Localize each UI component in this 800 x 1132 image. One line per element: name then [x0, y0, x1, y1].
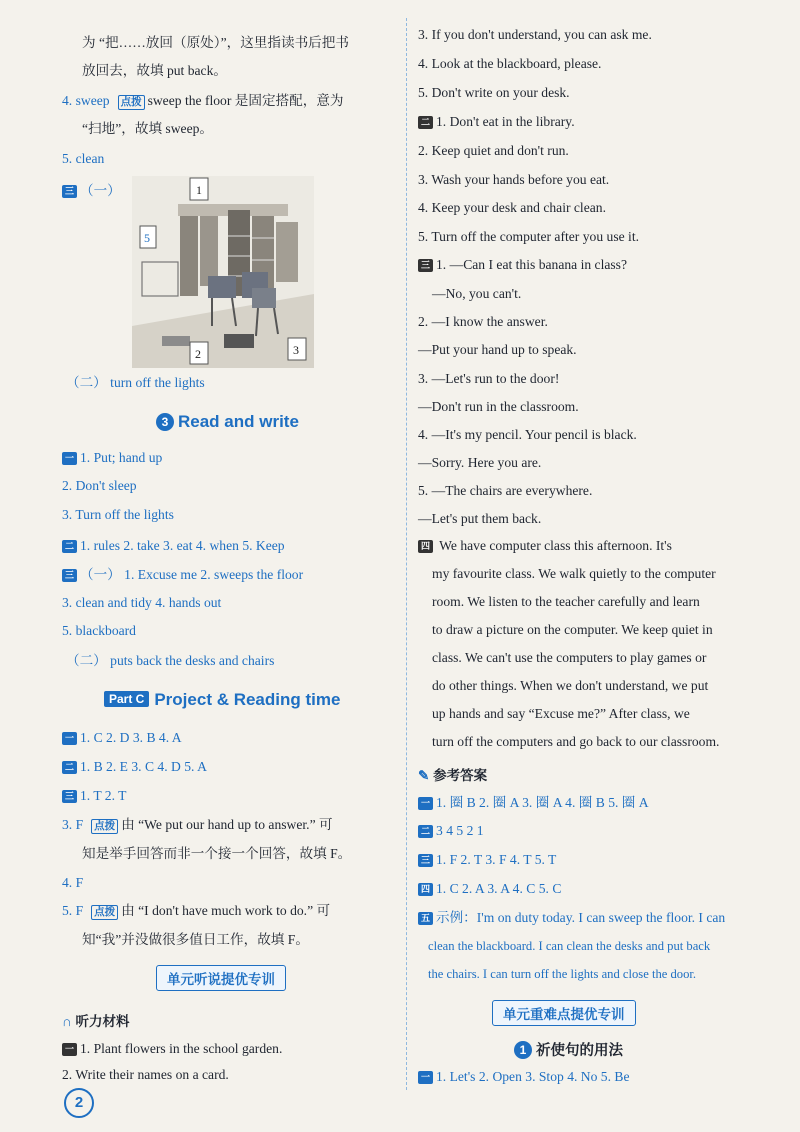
text-line: —Let's put them back.	[418, 511, 542, 526]
answer-line: 三 1. F 2. T 3. F 4. T 5. T	[418, 851, 556, 869]
passage-line: to draw a picture on the computer. We keep quiet in	[432, 622, 713, 637]
illus-label: 1	[196, 183, 202, 197]
section-title: Read and write	[178, 412, 299, 431]
tip-label: 点拨	[91, 819, 118, 834]
text-line: 放回去，故填 put back。	[82, 63, 227, 78]
text-line: 4. —It's my pencil. Your pencil is black.	[418, 427, 637, 442]
section-badge: 二	[62, 761, 77, 774]
text-line: —Don't run in the classroom.	[418, 399, 579, 414]
passage-line: turn off the computers and go back to our classroom.	[432, 734, 720, 749]
topic-number: 1	[514, 1041, 532, 1059]
answer-number: 5. F	[62, 903, 84, 918]
listening-title: ∩ 听力材料	[62, 1014, 130, 1029]
answer-line: 二 1. rules 2. take 3. eat 4. when 5. Keep	[62, 537, 285, 555]
tip-label: 点拨	[91, 905, 118, 920]
answer-line: 5. clean	[62, 151, 105, 166]
topic-heading	[514, 1039, 623, 1060]
answer-line	[62, 816, 333, 834]
section-title: Project & Reading time	[154, 690, 341, 709]
answer-line: 2. Don't sleep	[62, 478, 137, 493]
answer-line: （二） puts back the desks and chairs	[66, 653, 275, 668]
text-line: 知“我”并没做很多值日工作，故填 F。	[82, 932, 309, 947]
answer-line: the chairs. I can turn off the lights and close the door.	[428, 967, 697, 981]
text-line: 二 1. Don't eat in the library.	[418, 113, 575, 131]
answer-line: 一 1. Let's 2. Open 3. Stop 4. No 5. Be	[418, 1068, 630, 1086]
tip-label: 点拨	[118, 95, 145, 110]
text-line: 为 “把……放回（原处）”，这里指读书后把书	[82, 35, 349, 50]
passage-line: 四 We have computer class this afternoon. It's	[418, 538, 672, 554]
answer-line: clean the blackboard. I can clean the desks and put back	[428, 939, 711, 953]
listening-line: 一 1. Plant flowers in the school garden.	[62, 1040, 282, 1058]
text-line: 三 1. —Can I eat this banana in class?	[418, 256, 627, 274]
answer-line: 三 （一） 1. Excuse me 2. sweeps the floor	[62, 566, 303, 584]
section-badge: 三	[62, 790, 77, 803]
reference-answers-title: ✎ 参考答案	[418, 768, 488, 783]
answer-line: 一 1. 圈 B 2. 圈 A 3. 圈 A 4. 圈 B 5. 圈 A	[418, 794, 649, 812]
library-illustration	[132, 176, 314, 368]
section-badge: 四	[418, 540, 433, 553]
unit-training-title: 单元听说提优专训	[156, 965, 286, 991]
explanation: sweep the floor 是固定搭配，意为	[147, 93, 344, 108]
answer-line: 二 1. B 2. E 3. C 4. D 5. A	[62, 758, 207, 776]
explanation: 由 “We put our hand up to answer.” 可	[121, 817, 333, 832]
page-number: 2	[64, 1088, 94, 1118]
text-line: 4. Look at the blackboard, please.	[418, 56, 602, 71]
section-badge: 五	[418, 912, 433, 925]
answer-line: 5. blackboard	[62, 623, 136, 638]
answer-line	[62, 902, 330, 920]
section-badge: 一	[62, 452, 77, 465]
column-divider	[406, 18, 407, 1090]
part-tag: Part C	[104, 691, 149, 707]
section-number: 3	[156, 413, 174, 431]
section-badge: 三	[62, 569, 77, 582]
passage-line: room. We listen to the teacher carefully and learn	[432, 594, 700, 609]
text-line: 5. Don't write on your desk.	[418, 85, 570, 100]
text-line: “扫地”，故填 sweep。	[82, 121, 213, 136]
section-badge: 三	[418, 854, 433, 867]
section-heading	[156, 412, 299, 432]
explanation: 由 “I don't have much work to do.” 可	[121, 903, 331, 918]
text-line: —Sorry. Here you are.	[418, 455, 542, 470]
pen-icon: ✎	[418, 768, 430, 783]
section-badge: 一	[62, 732, 77, 745]
text-line: 2. Keep quiet and don't run.	[418, 143, 569, 158]
illus-label: 5	[144, 231, 150, 245]
answer-line: 一 1. Put; hand up	[62, 449, 162, 467]
answer-line: 4. F	[62, 875, 84, 890]
answer-number: 3. F	[62, 817, 84, 832]
section-badge: 二	[418, 825, 433, 838]
answer-line: 二 3 4 5 2 1	[418, 822, 484, 840]
answer-line: （二） turn off the lights	[66, 375, 205, 390]
text-line: 3. If you don't understand, you can ask me.	[418, 27, 652, 42]
section-badge: 四	[418, 883, 433, 896]
unit-key-points-title: 单元重难点提优专训	[492, 1000, 636, 1026]
section-badge: 一	[62, 1043, 77, 1056]
illus-label: 2	[195, 347, 201, 361]
passage-line: up hands and say “Excuse me?” After class, we	[432, 706, 690, 721]
answer-line: 一 1. C 2. D 3. B 4. A	[62, 729, 182, 747]
passage-line: my favourite class. We walk quietly to the computer	[432, 566, 716, 581]
text-line: 2. —I know the answer.	[418, 314, 548, 329]
listening-line: 2. Write their names on a card.	[62, 1067, 229, 1082]
answer-line	[62, 182, 121, 200]
text-line: —Put your hand up to speak.	[418, 342, 577, 357]
section-badge: 三	[418, 259, 433, 272]
section-badge: 二	[418, 116, 433, 129]
section-heading	[104, 690, 340, 710]
answer-line: 四 1. C 2. A 3. A 4. C 5. C	[418, 880, 561, 898]
topic-title: 祈使句的用法	[536, 1043, 623, 1059]
section-badge: 一	[418, 1071, 433, 1084]
text-line: —No, you can't.	[432, 286, 522, 301]
passage-line: do other things. When we don't understand, we put	[432, 678, 709, 693]
text-line: 3. —Let's run to the door!	[418, 371, 560, 386]
answer-line	[62, 92, 344, 110]
answer-text: （一）	[80, 183, 121, 198]
text-line: 4. Keep your desk and chair clean.	[418, 200, 606, 215]
illus-label: 3	[293, 343, 299, 357]
section-badge: 三	[62, 185, 77, 198]
answer-line: 五 示例：I'm on duty today. I can sweep the floor. I can	[418, 909, 725, 927]
text-line: 5. Turn off the computer after you use it.	[418, 229, 639, 244]
answer-line: 3. clean and tidy 4. hands out	[62, 595, 222, 610]
answer-line: 三 1. T 2. T	[62, 787, 126, 805]
text-line: 5. —The chairs are everywhere.	[418, 483, 593, 498]
text-line: 3. Wash your hands before you eat.	[418, 172, 610, 187]
section-badge: 二	[62, 540, 77, 553]
answer-line: 3. Turn off the lights	[62, 507, 174, 522]
section-badge: 一	[418, 797, 433, 810]
answer-number: 4. sweep	[62, 93, 110, 108]
headphones-icon: ∩	[62, 1014, 72, 1029]
passage-line: class. We can't use the computers to play games or	[432, 650, 707, 665]
text-line: 知是举手回答而非一个接一个回答，故填 F。	[82, 846, 352, 861]
